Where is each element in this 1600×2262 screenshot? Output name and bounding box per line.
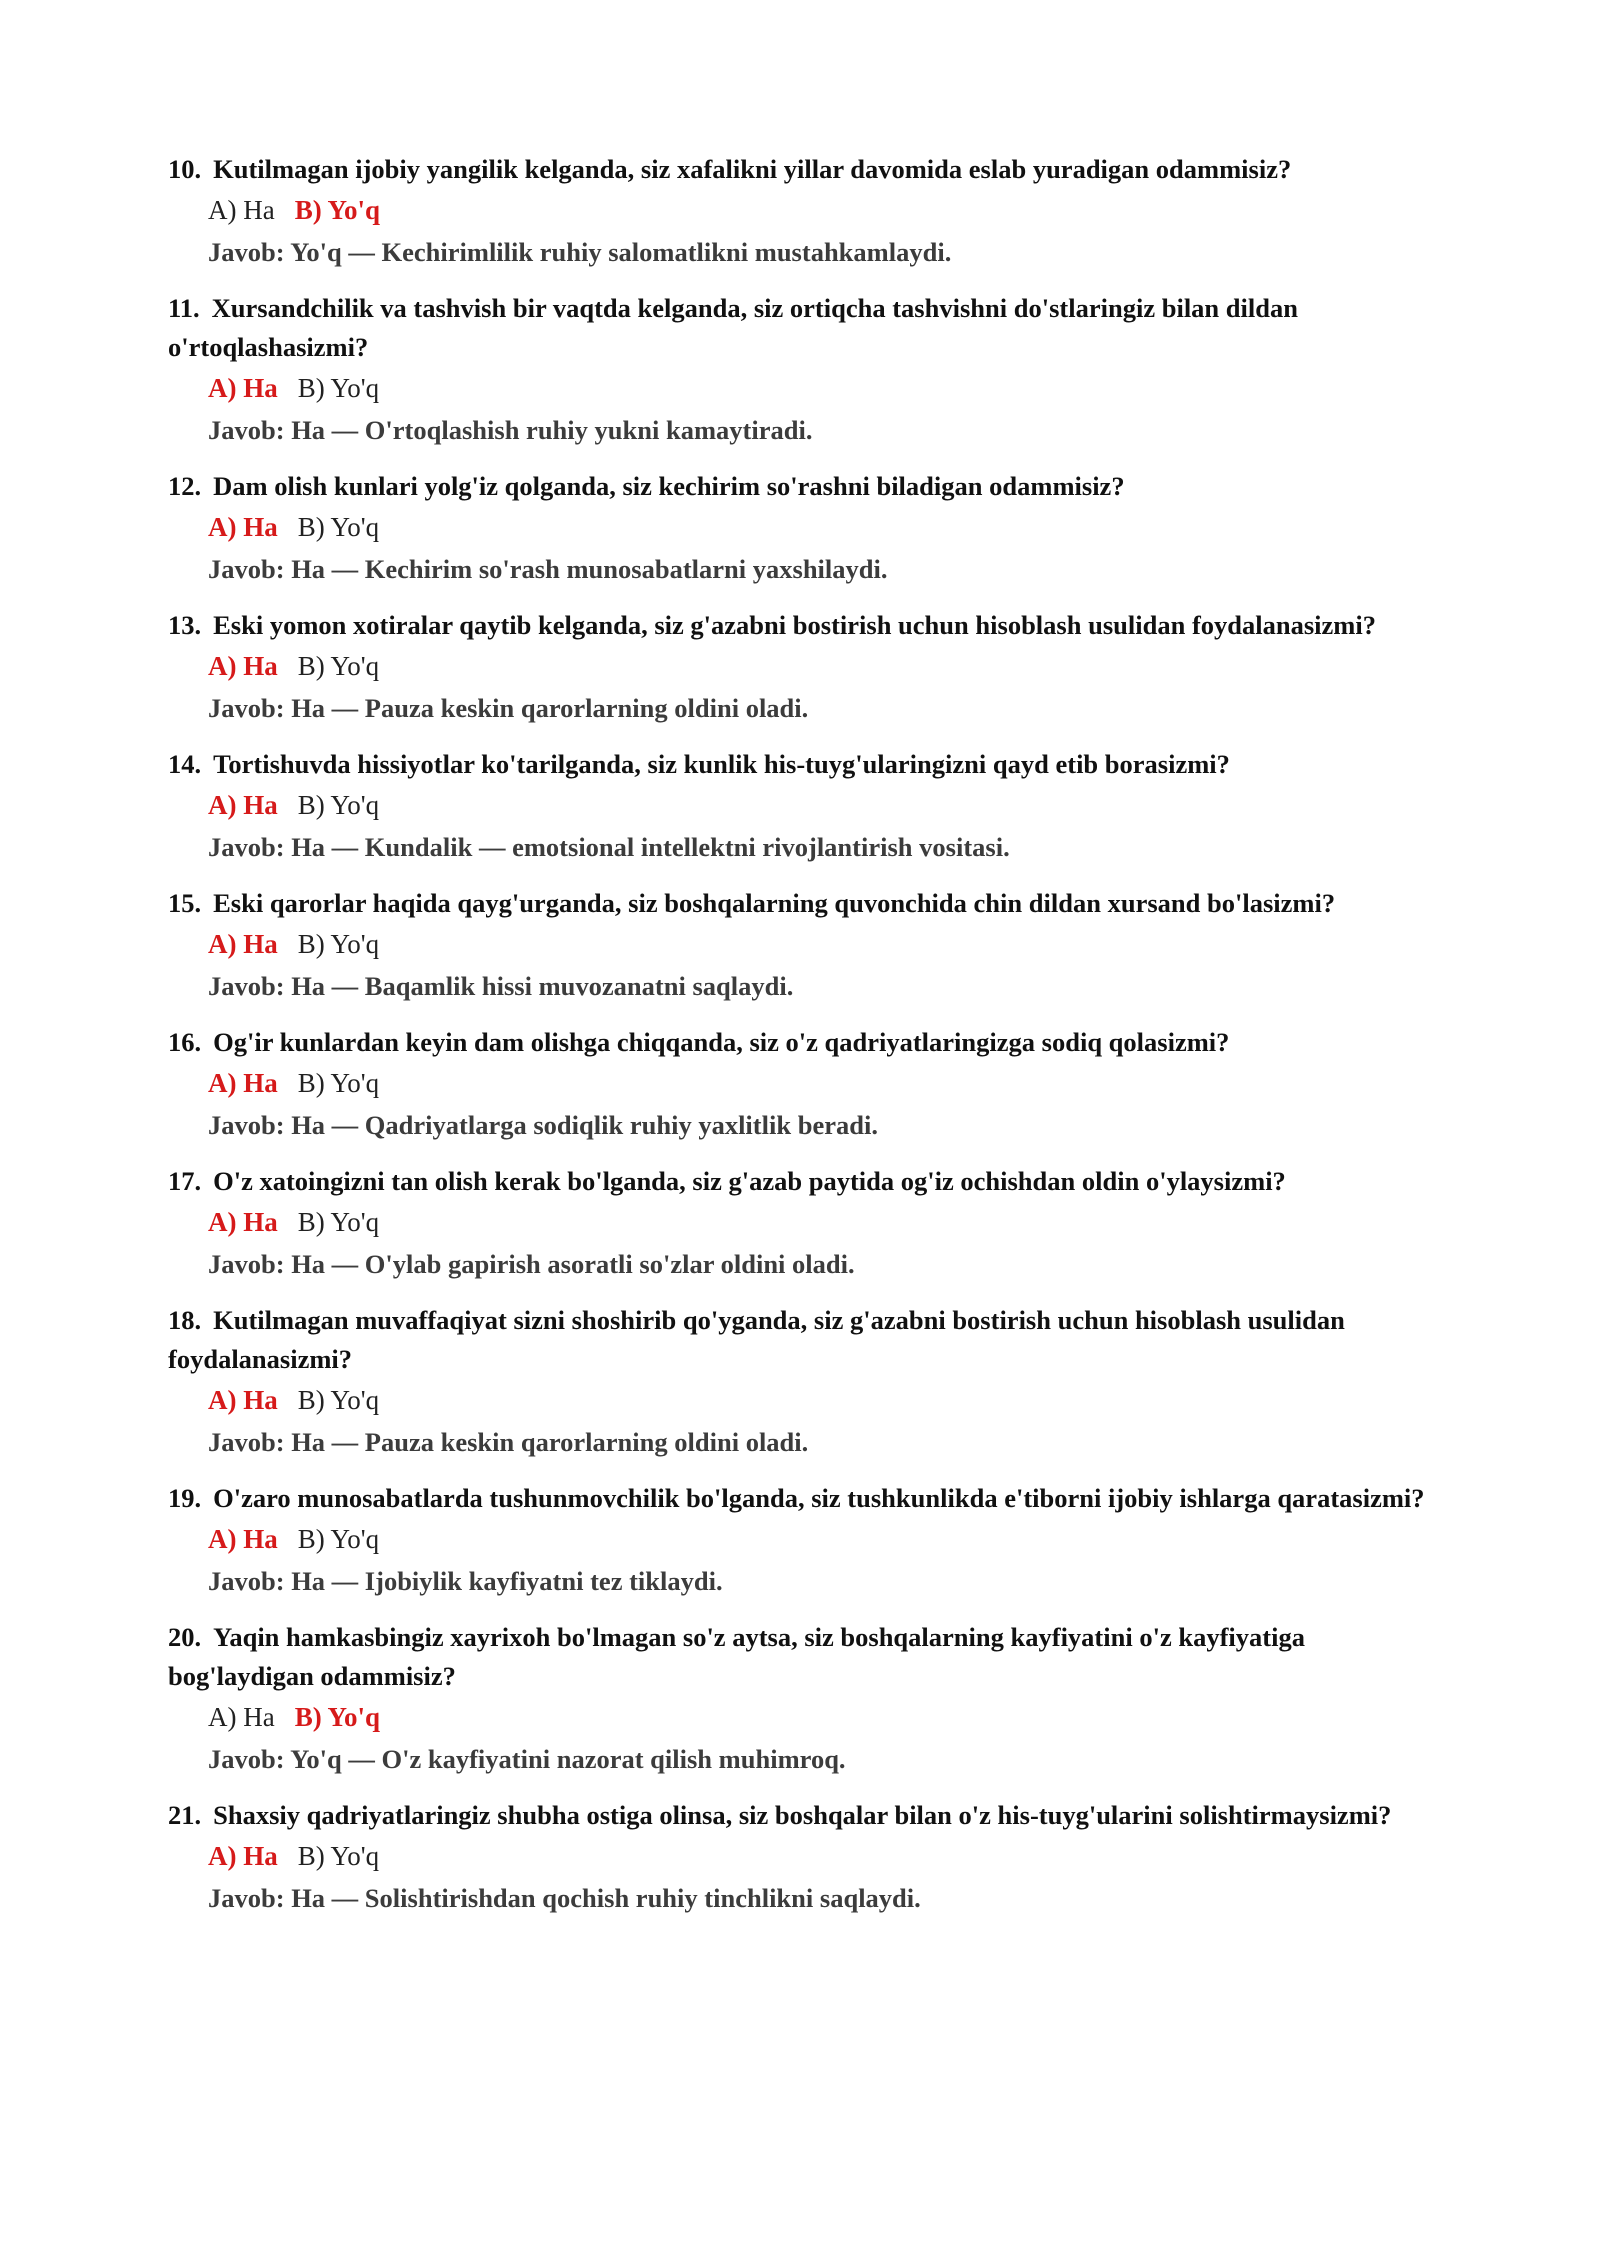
question-text [168,745,1450,784]
question-label: O'zaro munosabatlarda tushunmovchilik bo'lganda, siz tushkunlikda e'tiborni ijobiy ishlarga qaratasizmi? [213,1483,1425,1513]
question-text [168,150,1450,189]
answer-options [168,506,1450,548]
answer-explanation: Javob: Ha — Qadriyatlarga sodiqlik ruhiy yaxlitlik beradi. [208,1110,878,1140]
option-a: A) Ha [208,651,278,681]
answer-options [168,1379,1450,1421]
question-text [168,1162,1450,1201]
option-a: A) Ha [208,790,278,820]
question-item [168,884,1450,1007]
question-text [168,289,1450,367]
question-label: Tortishuvda hissiyotlar ko'tarilganda, siz kunlik his-tuyg'ularingizni qayd etib borasizmi? [213,749,1230,779]
question-item [168,1618,1450,1780]
answer-options [168,784,1450,826]
question-item [168,606,1450,729]
question-text [168,1618,1450,1696]
option-b: B) Yo'q [297,651,380,681]
option-a: A) Ha [208,1524,278,1554]
answer-explanation: Javob: Ha — Solishtirishdan qochish ruhiy tinchlikni saqlaydi. [208,1883,921,1913]
answer-options [168,1518,1450,1560]
question-text [168,884,1450,923]
answer-explanation: Javob: Yo'q — Kechirimlilik ruhiy salomatlikni mustahkamlaydi. [208,237,952,267]
option-b: B) Yo'q [297,1385,380,1415]
answer-options [168,1062,1450,1104]
answer-options [168,923,1450,965]
question-label: Og'ir kunlardan keyin dam olishga chiqqanda, siz o'z qadriyatlaringizga sodiq qolasizmi? [213,1027,1230,1057]
question-number: 12. [168,471,202,501]
option-a: A) Ha [208,1068,278,1098]
option-b: B) Yo'q [297,1068,380,1098]
option-b: B) Yo'q [294,1702,381,1732]
question-item [168,1796,1450,1919]
question-number: 18. [168,1305,202,1335]
question-label: Xursandchilik va tashvish bir vaqtda kelganda, siz ortiqcha tashvishni do'stlaringiz bilan dildan o'rtoqlashasizmi? [168,293,1298,362]
answer-options [168,367,1450,409]
question-label: Kutilmagan ijobiy yangilik kelganda, siz xafalikni yillar davomida eslab yuradigan odammisiz? [213,154,1292,184]
question-number: 15. [168,888,202,918]
question-item [168,745,1450,868]
question-number: 19. [168,1483,202,1513]
option-b: B) Yo'q [297,512,380,542]
answer-options [168,1201,1450,1243]
option-b: B) Yo'q [297,373,380,403]
answer-explanation: Javob: Ha — Baqamlik hissi muvozanatni saqlaydi. [208,971,794,1001]
question-number: 13. [168,610,202,640]
answer-explanation: Javob: Ha — Kechirim so'rash munosabatlarni yaxshilaydi. [208,554,888,584]
question-label: Dam olish kunlari yolg'iz qolganda, siz kechirim so'rashni biladigan odammisiz? [213,471,1125,501]
question-number: 11. [168,293,200,323]
option-a: A) Ha [208,195,275,225]
question-number: 16. [168,1027,202,1057]
answer-explanation: Javob: Ha — Ijobiylik kayfiyatni tez tiklaydi. [208,1566,723,1596]
option-a: A) Ha [208,1385,278,1415]
question-text [168,1479,1450,1518]
question-text [168,1301,1450,1379]
question-text [168,1796,1450,1835]
question-item [168,1301,1450,1463]
question-label: Eski qarorlar haqida qayg'urganda, siz boshqalarning quvonchida chin dildan xursand bo'lasizmi? [213,888,1336,918]
question-label: Shaxsiy qadriyatlaringiz shubha ostiga olinsa, siz boshqalar bilan o'z his-tuyg'ularini solishtirmaysizmi? [213,1800,1392,1830]
option-a: A) Ha [208,1702,275,1732]
option-b: B) Yo'q [297,790,380,820]
option-b: B) Yo'q [294,195,381,225]
question-label: Kutilmagan muvaffaqiyat sizni shoshirib qo'yganda, siz g'azabni bostirish uchun hisoblash usulidan foydalanasizmi? [168,1305,1345,1374]
option-b: B) Yo'q [297,1207,380,1237]
question-number: 17. [168,1166,202,1196]
question-number: 20. [168,1622,202,1652]
answer-explanation: Javob: Ha — O'ylab gapirish asoratli so'zlar oldini oladi. [208,1249,855,1279]
question-item [168,467,1450,590]
question-item [168,1023,1450,1146]
question-item [168,289,1450,451]
answer-options [168,1835,1450,1877]
option-a: A) Ha [208,512,278,542]
answer-explanation: Javob: Ha — O'rtoqlashish ruhiy yukni kamaytiradi. [208,415,813,445]
question-text [168,467,1450,506]
option-a: A) Ha [208,1207,278,1237]
answer-explanation: Javob: Ha — Pauza keskin qarorlarning oldini oladi. [208,1427,809,1457]
option-a: A) Ha [208,373,278,403]
answer-options [168,645,1450,687]
question-number: 10. [168,154,202,184]
answer-explanation: Javob: Ha — Kundalik — emotsional intellektni rivojlantirish vositasi. [208,832,1010,862]
answer-options [168,189,1450,231]
question-text [168,606,1450,645]
question-label: O'z xatoingizni tan olish kerak bo'lganda, siz g'azab paytida og'iz ochishdan oldin o'ylaysizmi? [213,1166,1286,1196]
question-label: Eski yomon xotiralar qaytib kelganda, siz g'azabni bostirish uchun hisoblash usulidan foydalanasizmi? [213,610,1376,640]
question-number: 14. [168,749,202,779]
question-item [168,1162,1450,1285]
answer-explanation: Javob: Yo'q — O'z kayfiyatini nazorat qilish muhimroq. [208,1744,846,1774]
option-b: B) Yo'q [297,1524,380,1554]
question-label: Yaqin hamkasbingiz xayrixoh bo'lmagan so'z aytsa, siz boshqalarning kayfiyatini o'z kayfiyatiga bog'laydigan odammisiz? [168,1622,1305,1691]
option-b: B) Yo'q [297,929,380,959]
question-number: 21. [168,1800,202,1830]
option-a: A) Ha [208,1841,278,1871]
option-b: B) Yo'q [297,1841,380,1871]
question-item [168,150,1450,273]
answer-options [168,1696,1450,1738]
question-item [168,1479,1450,1602]
answer-explanation: Javob: Ha — Pauza keskin qarorlarning oldini oladi. [208,693,809,723]
question-list [168,150,1450,1919]
question-text [168,1023,1450,1062]
option-a: A) Ha [208,929,278,959]
